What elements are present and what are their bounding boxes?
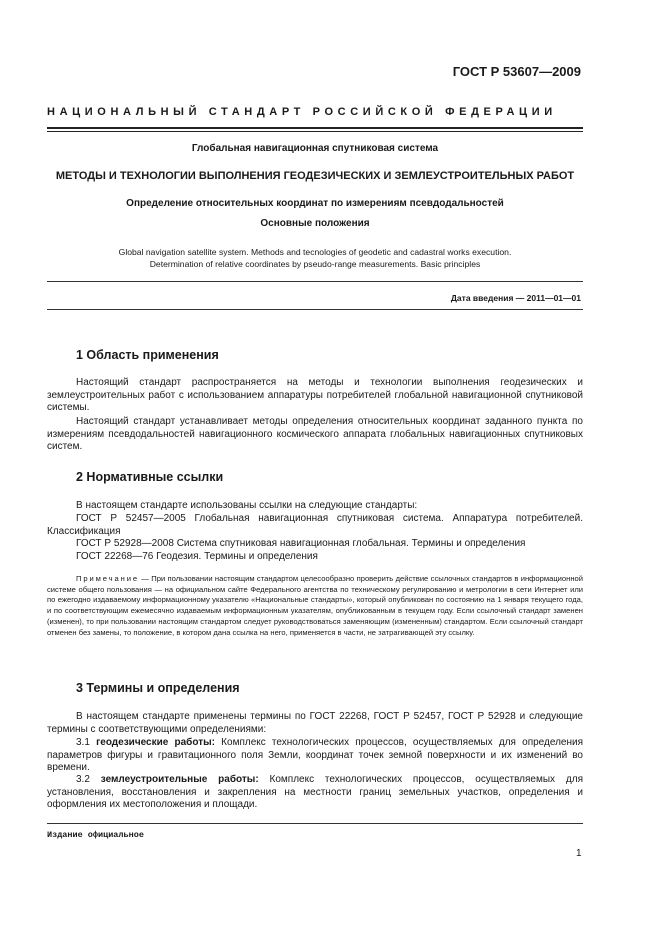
reference-gost-52457: ГОСТ Р 52457—2005 Глобальная навигационная спутниковая система. Аппаратура потребителей. Классификация xyxy=(47,513,583,537)
section-2-heading: 2 Нормативные ссылки xyxy=(76,470,224,484)
section-2-note xyxy=(47,574,583,638)
document-subtitle-basic: Основные положения xyxy=(260,218,370,229)
page-number: 1 xyxy=(576,848,582,859)
section-3-heading: 3 Термины и определения xyxy=(76,681,240,695)
reference-gost-52928: ГОСТ Р 52928—2008 Система спутниковая навигационная глобальная. Термины и определения xyxy=(76,538,526,549)
reference-gost-22268: ГОСТ 22268—76 Геодезия. Термины и определения xyxy=(76,551,318,562)
term-3-2-name: землеустроительные работы: xyxy=(100,774,259,785)
system-subtitle: Глобальная навигационная спутниковая система xyxy=(191,143,439,154)
section-2-paragraph-1: В настоящем стандарте использованы ссылки на следующие стандарты: xyxy=(76,500,418,511)
english-title-line1: Global navigation satellite system. Methods and tecnologies of geodetic and cadastral works execution. xyxy=(118,247,512,257)
section-1-heading: 1 Область применения xyxy=(76,348,219,362)
introduction-date: Дата введения — 2011—01—01 xyxy=(450,293,581,303)
term-3-1: 3.1 геодезические работы: Комплекс технологических процессов, осуществляемых для определения параметров фигуры и гравитационного поля Земли, координат точек земной поверхности и их изменений во времени. xyxy=(47,737,583,774)
note-text: — При пользовании настоящим стандартом целесообразно проверить действие ссылочных стандартов в информационной системе общего пользования — на официальном сайте Федерального агентства по техническому регулированию и метрологии в сети Интернет или по ежегодно издаваемому информационному указателю «Национальные стандарты», который опубликован по состоянию на 1 января текущего года, и по соответствующим ежемесячно издаваемым информационным указателям, опубликованным в текущем году. Если ссылочный стандарт заменен (изменен), то при пользовании настоящим стандартом следует руководствоваться заменяющим (измененным) стандартом. Если ссылочный стандарт отменен без замены, то положение, в котором дана ссылка на него, применяется в части, не затрагивающей эту ссылку. xyxy=(47,574,583,637)
header-rule-thick xyxy=(47,127,583,129)
section-1-paragraph-1: Настоящий стандарт распространяется на методы и технологии выполнения геодезических и землеустроительных работ с использованием аппаратуры потребителей глобальной навигационной спутниковой системы. xyxy=(47,377,583,414)
document-subtitle: Определение относительных координат по измерениям псевдодальностей xyxy=(126,198,504,209)
document-title: МЕТОДЫ И ТЕХНОЛОГИИ ВЫПОЛНЕНИЯ ГЕОДЕЗИЧЕСКИХ И ЗЕМЛЕУСТРОИТЕЛЬНЫХ РАБОТ xyxy=(55,170,575,182)
section-3-paragraph-1: В настоящем стандарте применены термины по ГОСТ 22268, ГОСТ Р 52457, ГОСТ Р 52928 и следующие термины с соответствующими определениями: xyxy=(47,711,583,735)
note-label: Примечание xyxy=(76,574,139,583)
english-title-line2: Determination of relative coordinates by pseudo-range measurements. Basic principles xyxy=(149,259,481,269)
document-number: ГОСТ Р 53607—2009 xyxy=(452,64,581,79)
footer-rule xyxy=(47,823,583,824)
date-rule xyxy=(47,309,583,310)
title-rule xyxy=(47,281,583,282)
national-standard-banner: НАЦИОНАЛЬНЫЙ СТАНДАРТ РОССИЙСКОЙ ФЕДЕРАЦИИ xyxy=(47,106,557,118)
edition-label: Издание официальное xyxy=(47,830,144,840)
header-rule-thin xyxy=(47,131,583,132)
section-1-paragraph-2: Настоящий стандарт устанавливает методы определения относительных координат заданного пункта по измерениям псевдодальностей навигационного космического аппарата глобальных навигационных спутниковых систем. xyxy=(47,416,583,453)
english-title xyxy=(47,246,583,270)
term-3-2: 3.2 землеустроительные работы: Комплекс технологических процессов, осуществляемых для установления, восстановления и закрепления на местности границ земельных участков, определения и оформления их местоположения и площади. xyxy=(47,774,583,811)
term-3-1-name: геодезические работы: xyxy=(96,737,215,748)
